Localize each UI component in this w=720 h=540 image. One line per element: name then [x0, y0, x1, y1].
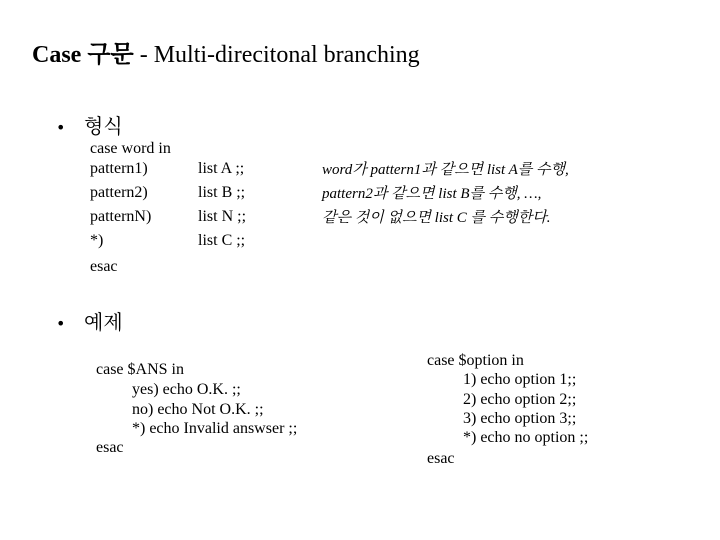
example-right-line: case $option in — [427, 352, 524, 369]
description-line: word가 pattern1과 같으면 list A를 수행, — [322, 162, 569, 178]
syntax-action: list B ;; — [198, 184, 246, 201]
section-example-label: 예제 — [84, 310, 123, 334]
syntax-pattern: pattern1) — [90, 160, 148, 177]
example-left-line: yes) echo O.K. ;; — [132, 381, 241, 398]
example-right-line: esac — [427, 450, 455, 467]
title-rest: - Multi-direcitonal branching — [133, 42, 420, 68]
section-format-label: 형식 — [84, 114, 123, 138]
description-line: pattern2과 같으면 list B를 수행, …, — [322, 186, 542, 202]
syntax-pattern: patternN) — [90, 208, 152, 225]
title-bold: Case 구문 — [32, 42, 134, 68]
bullet-dot-icon: • — [56, 314, 66, 333]
slide-title — [32, 34, 420, 69]
syntax-pattern: *) — [90, 232, 104, 249]
example-right-line: 3) echo option 3;; — [463, 410, 577, 427]
example-left-line: esac — [96, 439, 124, 456]
syntax-footer: esac — [90, 258, 118, 275]
syntax-action: list C ;; — [198, 232, 246, 249]
example-left-line: no) echo Not O.K. ;; — [132, 401, 264, 418]
syntax-pattern: pattern2) — [90, 184, 148, 201]
example-right-line: 1) echo option 1;; — [463, 371, 577, 388]
bullet-dot-icon: • — [56, 118, 66, 137]
example-right-line: *) echo no option ;; — [463, 429, 589, 446]
syntax-action: list A ;; — [198, 160, 245, 177]
syntax-header: case word in — [90, 140, 171, 157]
syntax-action: list N ;; — [198, 208, 247, 225]
example-left-line: *) echo Invalid answser ;; — [132, 420, 298, 437]
example-left-line: case $ANS in — [96, 361, 184, 378]
bullet-example — [56, 306, 123, 335]
bullet-format — [56, 110, 123, 139]
description-line: 같은 것이 없으면 list C 를 수행한다. — [322, 210, 551, 226]
example-right-line: 2) echo option 2;; — [463, 391, 577, 408]
